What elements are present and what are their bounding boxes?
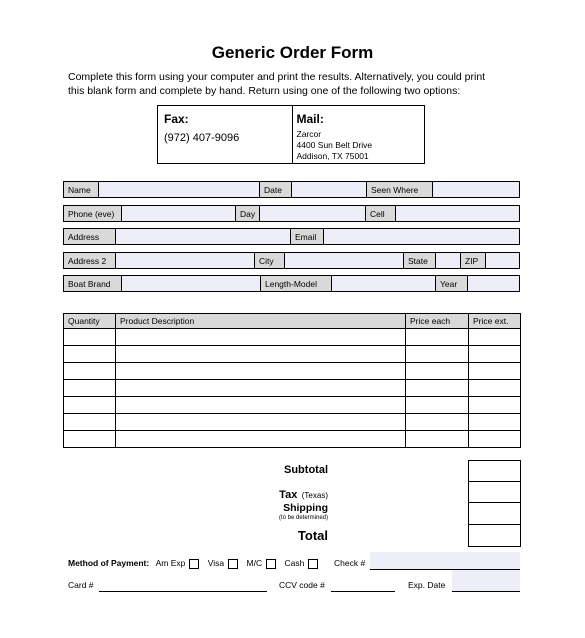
description-cell[interactable] (116, 346, 406, 363)
quantity-cell[interactable] (64, 329, 116, 346)
payment-method-label: Method of Payment: (68, 558, 150, 568)
boat-brand-field[interactable] (122, 276, 261, 291)
price-ext-cell[interactable] (469, 363, 521, 380)
description-cell[interactable] (116, 380, 406, 397)
exp-date-line (452, 591, 520, 592)
email-field[interactable] (324, 229, 519, 244)
price-each-cell[interactable] (406, 329, 469, 346)
table-row (64, 431, 521, 448)
description-cell[interactable] (116, 431, 406, 448)
price-each-cell[interactable] (406, 431, 469, 448)
shipping-field[interactable] (468, 502, 521, 525)
customer-row-address2 (63, 252, 520, 269)
mail-heading: Mail: (296, 112, 324, 126)
tax-label-group (279, 485, 328, 503)
fax-number: (972) 407-9096 (164, 132, 240, 144)
ccv-field[interactable] (331, 591, 395, 592)
quantity-cell[interactable] (64, 431, 116, 448)
length-model-field[interactable] (332, 276, 436, 291)
description-cell[interactable] (116, 414, 406, 431)
cash-label: Cash (284, 558, 305, 568)
card-number-label: Card # (68, 580, 94, 590)
shipping-label-group (279, 503, 328, 523)
fax-heading: Fax: (164, 112, 189, 126)
email-label: Email (291, 229, 324, 244)
cell-field[interactable] (396, 206, 519, 221)
form-title: Generic Order Form (211, 43, 374, 62)
boat-brand-label: Boat Brand (64, 276, 122, 291)
address2-field[interactable] (116, 253, 255, 268)
price-ext-cell[interactable] (469, 431, 521, 448)
address-label: Address (64, 229, 116, 244)
table-row (64, 363, 521, 380)
tax-note: (Texas) (301, 491, 328, 500)
price-each-cell[interactable] (406, 363, 469, 380)
table-row (64, 329, 521, 346)
col-product-description: Product Description (116, 314, 406, 329)
cash-checkbox[interactable] (308, 559, 318, 569)
total-label: Total (297, 528, 328, 543)
zip-label: ZIP (461, 253, 486, 268)
shipping-note: (to be determined) (278, 515, 328, 521)
quantity-cell[interactable] (64, 380, 116, 397)
quantity-cell[interactable] (64, 363, 116, 380)
mail-line-1: Zarcor (296, 129, 322, 139)
date-label: Date (260, 182, 292, 197)
customer-row-address (63, 228, 520, 245)
state-field[interactable] (436, 253, 461, 268)
name-label: Name (64, 182, 99, 197)
shipping-label: Shipping (283, 502, 328, 514)
instructions-line-2: this blank form and complete by hand. Return using one of the following two options: (68, 85, 461, 97)
day-label: Day (236, 206, 260, 221)
tax-label: Tax (279, 489, 298, 501)
price-ext-cell[interactable] (469, 414, 521, 431)
price-ext-cell[interactable] (469, 329, 521, 346)
customer-row-name (63, 181, 520, 198)
city-field[interactable] (285, 253, 404, 268)
mc-checkbox[interactable] (266, 559, 276, 569)
description-cell[interactable] (116, 397, 406, 414)
table-row (64, 397, 521, 414)
mail-section (292, 106, 425, 163)
instructions (68, 70, 485, 98)
description-cell[interactable] (116, 329, 406, 346)
address2-label: Address 2 (64, 253, 116, 268)
ccv-label: CCV code # (279, 580, 325, 590)
length-model-label: Length-Model (261, 276, 332, 291)
visa-label: Visa (207, 558, 225, 568)
items-header-row (64, 314, 521, 329)
seen-where-field[interactable] (433, 182, 519, 197)
total-field[interactable] (468, 524, 521, 547)
price-ext-cell[interactable] (469, 397, 521, 414)
instructions-line-1: Complete this form using your computer and print the results. Alternatively, you could print (68, 71, 486, 83)
exp-date-label: Exp. Date (408, 580, 446, 590)
price-each-cell[interactable] (406, 346, 469, 363)
subtotal-label: Subtotal (284, 464, 328, 476)
name-field[interactable] (99, 182, 260, 197)
payment-methods (68, 558, 324, 569)
customer-row-boat (63, 275, 520, 292)
table-row (64, 346, 521, 363)
tax-field[interactable] (468, 481, 521, 504)
items-table (63, 313, 521, 448)
col-price-each: Price each (406, 314, 469, 329)
mc-label: M/C (246, 558, 263, 568)
phone-field[interactable] (122, 206, 236, 221)
card-number-field[interactable] (99, 591, 267, 592)
customer-row-phone (63, 205, 520, 222)
amex-label: Am Exp (155, 558, 186, 568)
exp-date-field[interactable] (452, 570, 520, 591)
seen-where-label: Seen Where (367, 182, 433, 197)
mail-line-2: 4400 Sun Belt Drive (296, 140, 373, 150)
table-row (64, 414, 521, 431)
subtotal-field[interactable] (468, 460, 521, 483)
check-label: Check # (334, 558, 366, 568)
col-quantity: Quantity (64, 314, 116, 329)
description-cell[interactable] (116, 363, 406, 380)
price-ext-cell[interactable] (469, 380, 521, 397)
fax-section (158, 106, 292, 163)
price-each-cell[interactable] (406, 380, 469, 397)
amex-checkbox[interactable] (189, 559, 199, 569)
zip-field[interactable] (486, 253, 519, 268)
phone-label: Phone (eve) (64, 206, 122, 221)
day-field[interactable] (260, 206, 366, 221)
quantity-cell[interactable] (64, 397, 116, 414)
table-row (64, 380, 521, 397)
date-field[interactable] (292, 182, 367, 197)
price-each-cell[interactable] (406, 414, 469, 431)
cell-label: Cell (366, 206, 396, 221)
year-label: Year (436, 276, 468, 291)
check-number-field[interactable] (370, 552, 520, 569)
quantity-cell[interactable] (64, 346, 116, 363)
contact-box (157, 105, 425, 164)
visa-checkbox[interactable] (228, 559, 238, 569)
year-field[interactable] (468, 276, 519, 291)
quantity-cell[interactable] (64, 414, 116, 431)
col-price-ext: Price ext. (469, 314, 521, 329)
address-field[interactable] (116, 229, 291, 244)
mail-line-3: Addison, TX 75001 (296, 151, 369, 161)
price-ext-cell[interactable] (469, 346, 521, 363)
price-each-cell[interactable] (406, 397, 469, 414)
city-label: City (255, 253, 285, 268)
state-label: State (404, 253, 436, 268)
